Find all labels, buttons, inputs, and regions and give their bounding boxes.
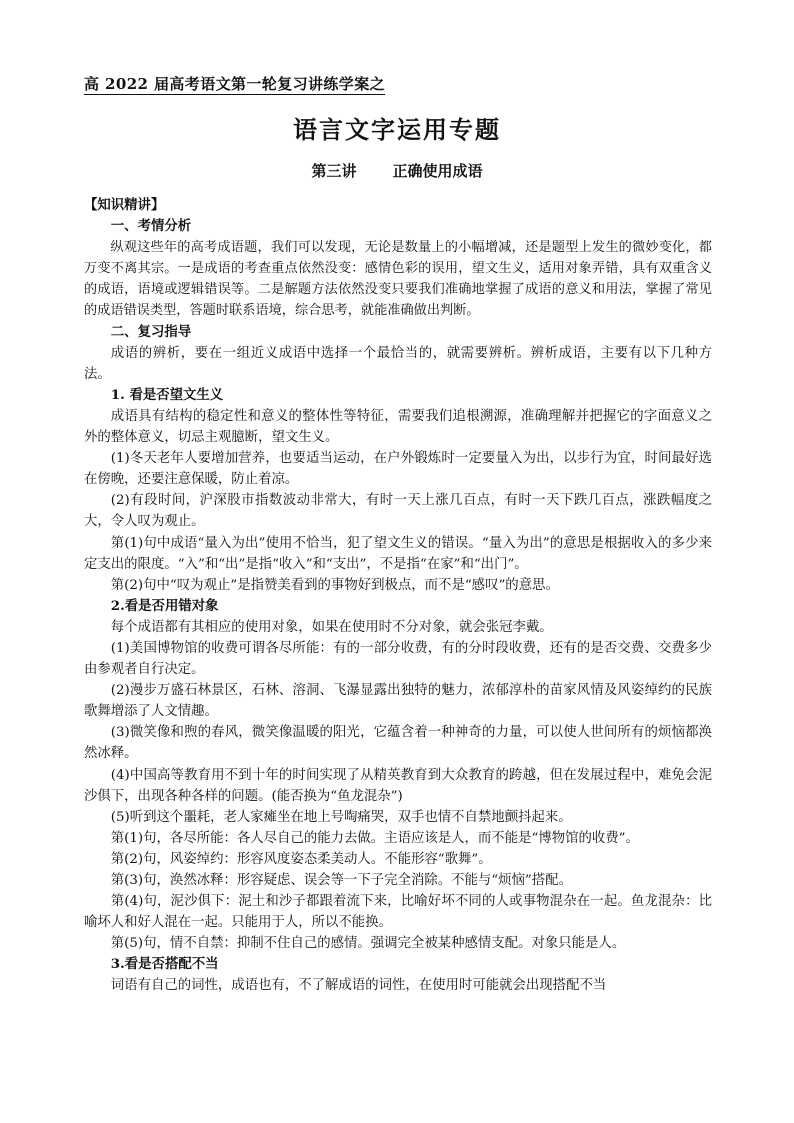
method-1-explanation-1: 第(1)句中成语“量入为出”使用不恰当，犯了望文生义的错误。“量入为出”的意思是根据收入的多少来定支出的限度。“入”和“出”是指“收入”和“支出”，不是指“在家”和“出门”。 bbox=[84, 535, 712, 572]
method-2-explanation-2: 第(2)句，风姿绰约：形容风度姿态柔美动人。不能形容“歌舞”。 bbox=[110, 851, 492, 867]
method-2-explanation-3: 第(3)句，涣然冰释：形容疑虑、误会等一下子完全消除。不能与“烦恼”搭配。 bbox=[110, 873, 572, 888]
method-1-explanation-2: 第(2)句中“叹为观止”是指赞美看到的事物好到极点，而不是“感叹”的意思。 bbox=[110, 577, 559, 593]
method-2-explanation-4: 第(4)句，泥沙俱下：泥土和沙子都跟着流下来，比喻好坏不同的人或事物混杂在一起。鱼龙混杂：比喻坏人和好人混在一起。只能用于人，所以不能换。 bbox=[84, 894, 712, 931]
method-1-heading: 1. 看是否望文生义 bbox=[110, 386, 224, 403]
method-1-example-2: (2)有段时间，沪深股市指数波动非常大，有时一天上涨几百点，有时一天下跌几百点，涨跌幅度之大，令人叹为观止。 bbox=[84, 493, 712, 530]
method-1-paragraph: 成语具有结构的稳定性和意义的整体性等特征，需要我们追根溯源，准确理解并把握它的字面意义之外的整体意义，切忌主观臆断，望文生义。 bbox=[84, 408, 712, 446]
method-2-paragraph: 每个成语都有其相应的使用对象，如果在使用时不分对象，就会张冠李戴。 bbox=[110, 619, 553, 635]
header-text: 高 2022 届高考语文第一轮复习讲练学案之 bbox=[84, 75, 385, 93]
lecture-subtitle bbox=[0, 160, 794, 181]
method-2-example-1: (1)美国博物馆的收费可谓各尽所能：有的一部分收费，有的分时段收费，还有的是否交费、交费多少由参观者自行决定。 bbox=[84, 640, 712, 678]
page-header bbox=[84, 73, 710, 94]
knowledge-heading: 【知识精讲】 bbox=[84, 197, 165, 213]
method-1-example-1: (1)冬天老年人要增加营养，也要适当运动，在户外锻炼时一定要量入为出，以步行为宜，时间最好选在傍晚，还要注意保暖，防止着凉。 bbox=[84, 451, 712, 488]
document-body bbox=[84, 195, 712, 997]
method-2-explanation-5: 第(5)句，情不自禁：抑制不住自己的感情。强调完全被某种感情支配。对象只能是人。 bbox=[110, 936, 626, 952]
lecture-number: 第三讲 bbox=[311, 162, 357, 180]
method-3-paragraph: 词语有自己的词性，成语也有，不了解成语的词性，在使用时可能就会出现搭配不当 bbox=[110, 978, 607, 994]
analysis-paragraph: 纵观这些年的高考成语题，我们可以发现，无论是数量上的小幅增减，还是题型上发生的微妙变化，都万变不离其宗。一是成语的考查重点依然没变：感情色彩的误用，望文生义，适用对象弄错，具有双重含义的成语，语境或逻辑错误等。二是解题方法依然没变只要我们准确地掌握了成语的意义和用法，掌握了常见的成语错误类型，答题时联系语境，综合思考，就能准确做出判断。 bbox=[84, 240, 712, 319]
section-heading-guidance: 二、复习指导 bbox=[110, 323, 192, 340]
section-heading-analysis: 一、考情分析 bbox=[110, 218, 192, 235]
page-title: 语言文字运用专题 bbox=[293, 115, 501, 144]
method-2-example-4: (4)中国高等教育用不到十年的时间实现了从精英教育到大众教育的跨越，但在发展过程中，难免会泥沙俱下，出现各种各样的问题。(能否换为“鱼龙混杂”) bbox=[84, 767, 712, 804]
method-2-example-3: (3)微笑像和煦的春风，微笑像温暖的阳光，它蕴含着一种神奇的力量，可以使人世间所有的烦恼都涣然冰释。 bbox=[84, 725, 712, 762]
lecture-topic: 正确使用成语 bbox=[392, 162, 483, 180]
method-3-heading: 3.看是否搭配不当 bbox=[110, 956, 219, 973]
method-2-explanation-1: 第(1)句，各尽所能：各人尽自己的能力去做。主语应该是人，而不能是“博物馆的收费”。 bbox=[110, 830, 639, 846]
method-2-example-2: (2)漫步万盛石林景区，石林、溶洞、飞瀑显露出独特的魅力，浓郁淳朴的苗家风情及风姿绰约的民族歌舞增添了人文情趣。 bbox=[84, 683, 712, 720]
method-2-example-5: (5)听到这个噩耗，老人家瘫坐在地上号啕痛哭，双手也情不自禁地颤抖起来。 bbox=[110, 809, 572, 825]
guidance-paragraph: 成语的辨析，要在一组近义成语中选择一个最恰当的，就需要辨析。辨析成语，主要有以下几种方法。 bbox=[84, 345, 712, 382]
method-2-heading: 2.看是否用错对象 bbox=[110, 597, 219, 614]
